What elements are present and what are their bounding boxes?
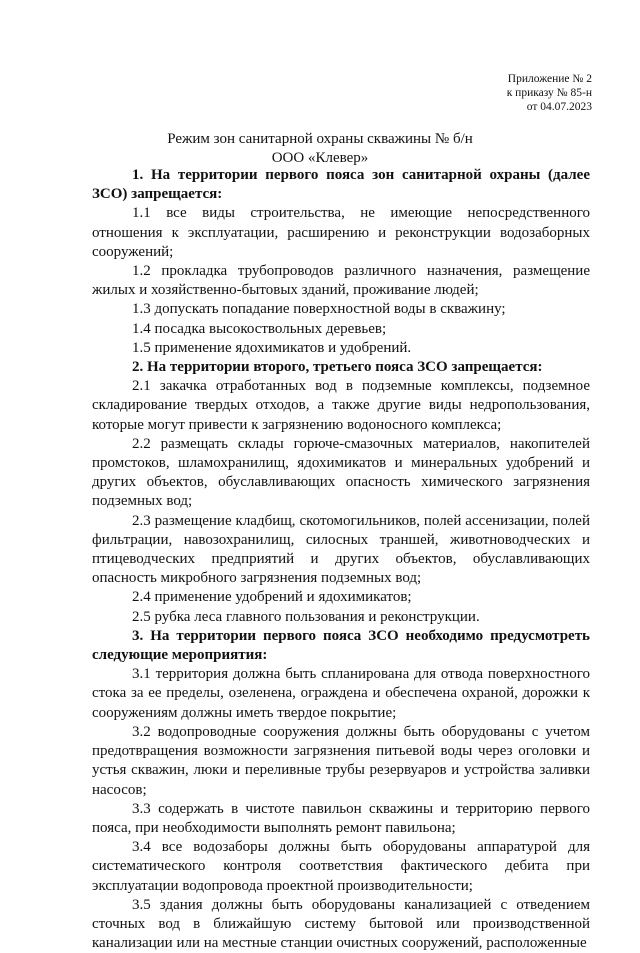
item-1-2: 1.2 прокладка трубопроводов различного назначения, размещение жилых и хозяйственно-бытовых зданий, проживание людей; bbox=[92, 263, 590, 299]
section-2-heading: 2. На территории второго, третьего пояса ЗСО запрещается: bbox=[132, 359, 543, 376]
document-title bbox=[0, 130, 640, 168]
title-line-company: ООО «Клевер» bbox=[271, 150, 369, 166]
document-body bbox=[92, 166, 590, 953]
annex-number: Приложение № 2 bbox=[507, 73, 592, 85]
item-1-5: 1.5 применение ядохимикатов и удобрений. bbox=[132, 339, 412, 356]
title-line-regime: Режим зон санитарной охраны скважины № б/н bbox=[167, 131, 473, 147]
item-3-4: 3.4 все водозаборы должны быть оборудованы аппаратурой для систематического контроля соответствия фактического дебита при эксплуатации водопровода проектной производительности; bbox=[92, 839, 590, 894]
item-1-4: 1.4 посадка высокоствольных деревьев; bbox=[132, 320, 387, 337]
item-3-2: 3.2 водопроводные сооружения должны быть оборудованы с учетом предотвращения возможности загрязнения питьевой воды через оголовки и устья скважин, люки и переливные трубы резервуаров и устройства заливки насосов; bbox=[92, 723, 590, 798]
item-2-1: 2.1 закачка отработанных вод в подземные комплексы, подземное складирование твердых отходов, а также другие виды недропользования, которые могут привести к загрязнению водоносного комплекса; bbox=[92, 378, 590, 433]
section-1-heading: 1. На территории первого пояса зон санитарной охраны (далее ЗСО) запрещается: bbox=[92, 167, 590, 203]
item-2-3: 2.3 размещение кладбищ, скотомогильников, полей ассенизации, полей фильтрации, навозохранилищ, силосных траншей, животноводческих и птицеводческих предприятий и других объектов, обуславливающих опасность микробного загрязнения подземных вод; bbox=[92, 512, 590, 587]
item-3-5: 3.5 здания должны быть оборудованы канализацией с отведением сточных вод в ближайшую систему бытовой или производственной канализации или на местные станции очистных сооружений, расположенные bbox=[92, 896, 590, 952]
item-1-1: 1.1 все виды строительства, не имеющие непосредственного отношения к эксплуатации, расширению и реконструкции водозаборных сооружений; bbox=[92, 205, 590, 260]
annex-block bbox=[507, 72, 592, 114]
item-2-2: 2.2 размещать склады горюче-смазочных материалов, накопителей промстоков, шламохранилищ, ядохимикатов и минеральных удобрений и других объектов, обуславливающих опасность химического загрязнения подземных вод; bbox=[92, 435, 590, 510]
section-3-heading: 3. На территории первого пояса ЗСО необходимо предусмотреть следующие мероприятия: bbox=[92, 627, 590, 664]
item-3-3: 3.3 содержать в чистоте павильон скважины и территорию первого пояса, при необходимости выполнять ремонт павильона; bbox=[92, 800, 590, 836]
item-2-5: 2.5 рубка леса главного пользования и реконструкции. bbox=[132, 608, 480, 625]
item-3-1: 3.1 территория должна быть спланирована для отвода поверхностного стока за ее пределы, озеленена, ограждена и обеспечена охраной, дорожки к сооружениям должны иметь твердое покрытие; bbox=[92, 666, 590, 721]
annex-order-date: от 04.07.2023 bbox=[526, 101, 592, 113]
item-2-4: 2.4 применение удобрений и ядохимикатов; bbox=[132, 589, 412, 606]
annex-order-ref: к приказу № 85-н bbox=[506, 87, 592, 99]
item-1-3: 1.3 допускать попадание поверхностной воды в скважину; bbox=[132, 301, 506, 318]
